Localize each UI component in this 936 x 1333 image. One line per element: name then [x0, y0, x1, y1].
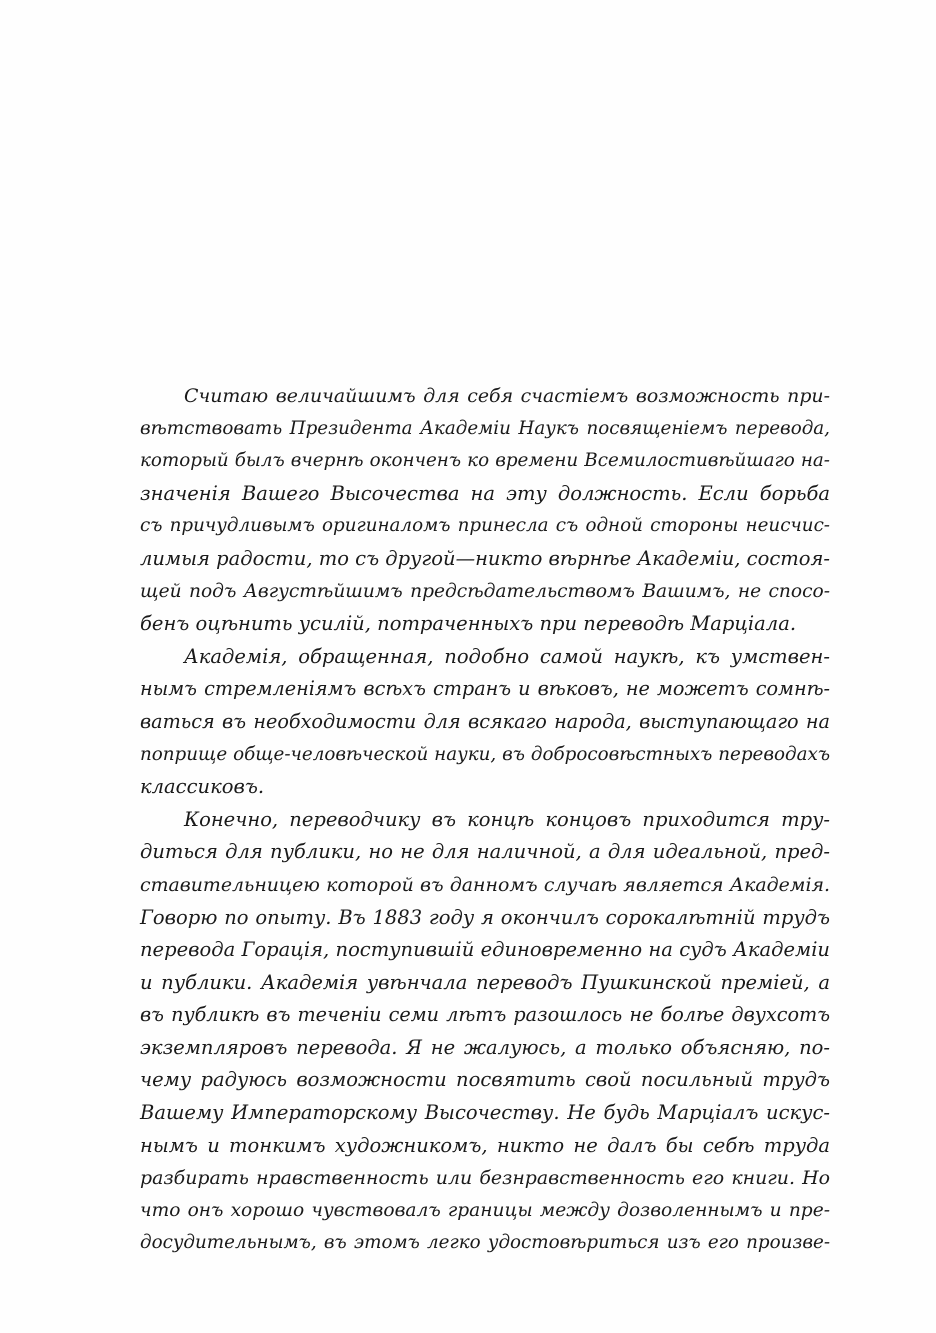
text-line: Говорю по опыту. Въ 1883 году я окончилъ сорокалѣтній трудъ [140, 905, 830, 929]
text-line: бенъ оцѣнить усилій, потраченныхъ при переводѣ Марціала. [140, 612, 797, 636]
paragraph-3 [140, 804, 830, 1260]
text-line: перевода Горація, поступившій единовременно на судъ Академіи [140, 938, 830, 962]
text-line: Академія, обращенная, подобно самой наукѣ, къ умствен- [184, 644, 830, 668]
text-line: поприще обще-человѣческой науки, въ добросовѣстныхъ переводахъ [140, 743, 830, 765]
text-line: классиковъ. [140, 775, 265, 799]
text-line: что онъ хорошо чувствовалъ границы между дозволеннымъ и пре- [140, 1199, 830, 1221]
body-text [140, 380, 830, 1260]
text-line: и публики. Академія увѣнчала переводъ Пушкинской преміей, а [140, 970, 830, 994]
paragraph-2 [140, 641, 830, 804]
text-line: значенія Вашего Высочества на эту должность. Если борьба [140, 481, 830, 505]
text-line: чему радуюсь возможности посвятить свой посильный трудъ [140, 1068, 830, 1092]
text-line: экземпляровъ перевода. Я не жалуюсь, а только объясняю, по- [140, 1035, 830, 1059]
text-line: въ публикѣ въ теченіи семи лѣтъ разошлось не болѣе двухсотъ [140, 1003, 830, 1027]
text-line: Вашему Императорскому Высочеству. Не будь Марціалъ искус- [140, 1101, 830, 1125]
text-line: вѣтствовать Президента Академіи Наукъ посвященіемъ перевода, [140, 417, 830, 439]
text-line: разбирать нравственность или безнравственность его книги. Но [140, 1167, 830, 1190]
text-line: ваться въ необходимости для всякаго народа, выступающаго на [140, 709, 830, 733]
text-line: досудительнымъ, въ этомъ легко удостовѣриться изъ его произве- [140, 1232, 830, 1254]
text-line: ставительницею которой въ данномъ случаѣ является Академія. [140, 873, 830, 896]
text-line: который былъ вчернѣ оконченъ ко времени Всемилостивѣйшаго на- [140, 450, 830, 472]
text-line: съ причудливымъ оригиналомъ принесла съ одной стороны неисчис- [140, 515, 830, 537]
text-line: лимыя радости, то съ другой—никто вѣрнѣе Академіи, состоя- [140, 546, 830, 570]
text-line: нымъ стремленіямъ всѣхъ странъ и вѣковъ, не можетъ сомнѣ- [140, 677, 830, 701]
text-line: щей подъ Августѣйшимъ предсѣдательствомъ Вашимъ, не спосо- [140, 580, 830, 602]
text-line: Конечно, переводчику въ концѣ концовъ приходится тру- [184, 807, 830, 831]
text-line: Считаю величайшимъ для себя счастіемъ возможность при- [184, 385, 830, 407]
paragraph-1 [140, 380, 830, 641]
text-line: диться для публики, но не для наличной, а для идеальной, пред- [140, 840, 830, 864]
text-line: нымъ и тонкимъ художникомъ, никто не далъ бы себѣ труда [140, 1133, 830, 1157]
